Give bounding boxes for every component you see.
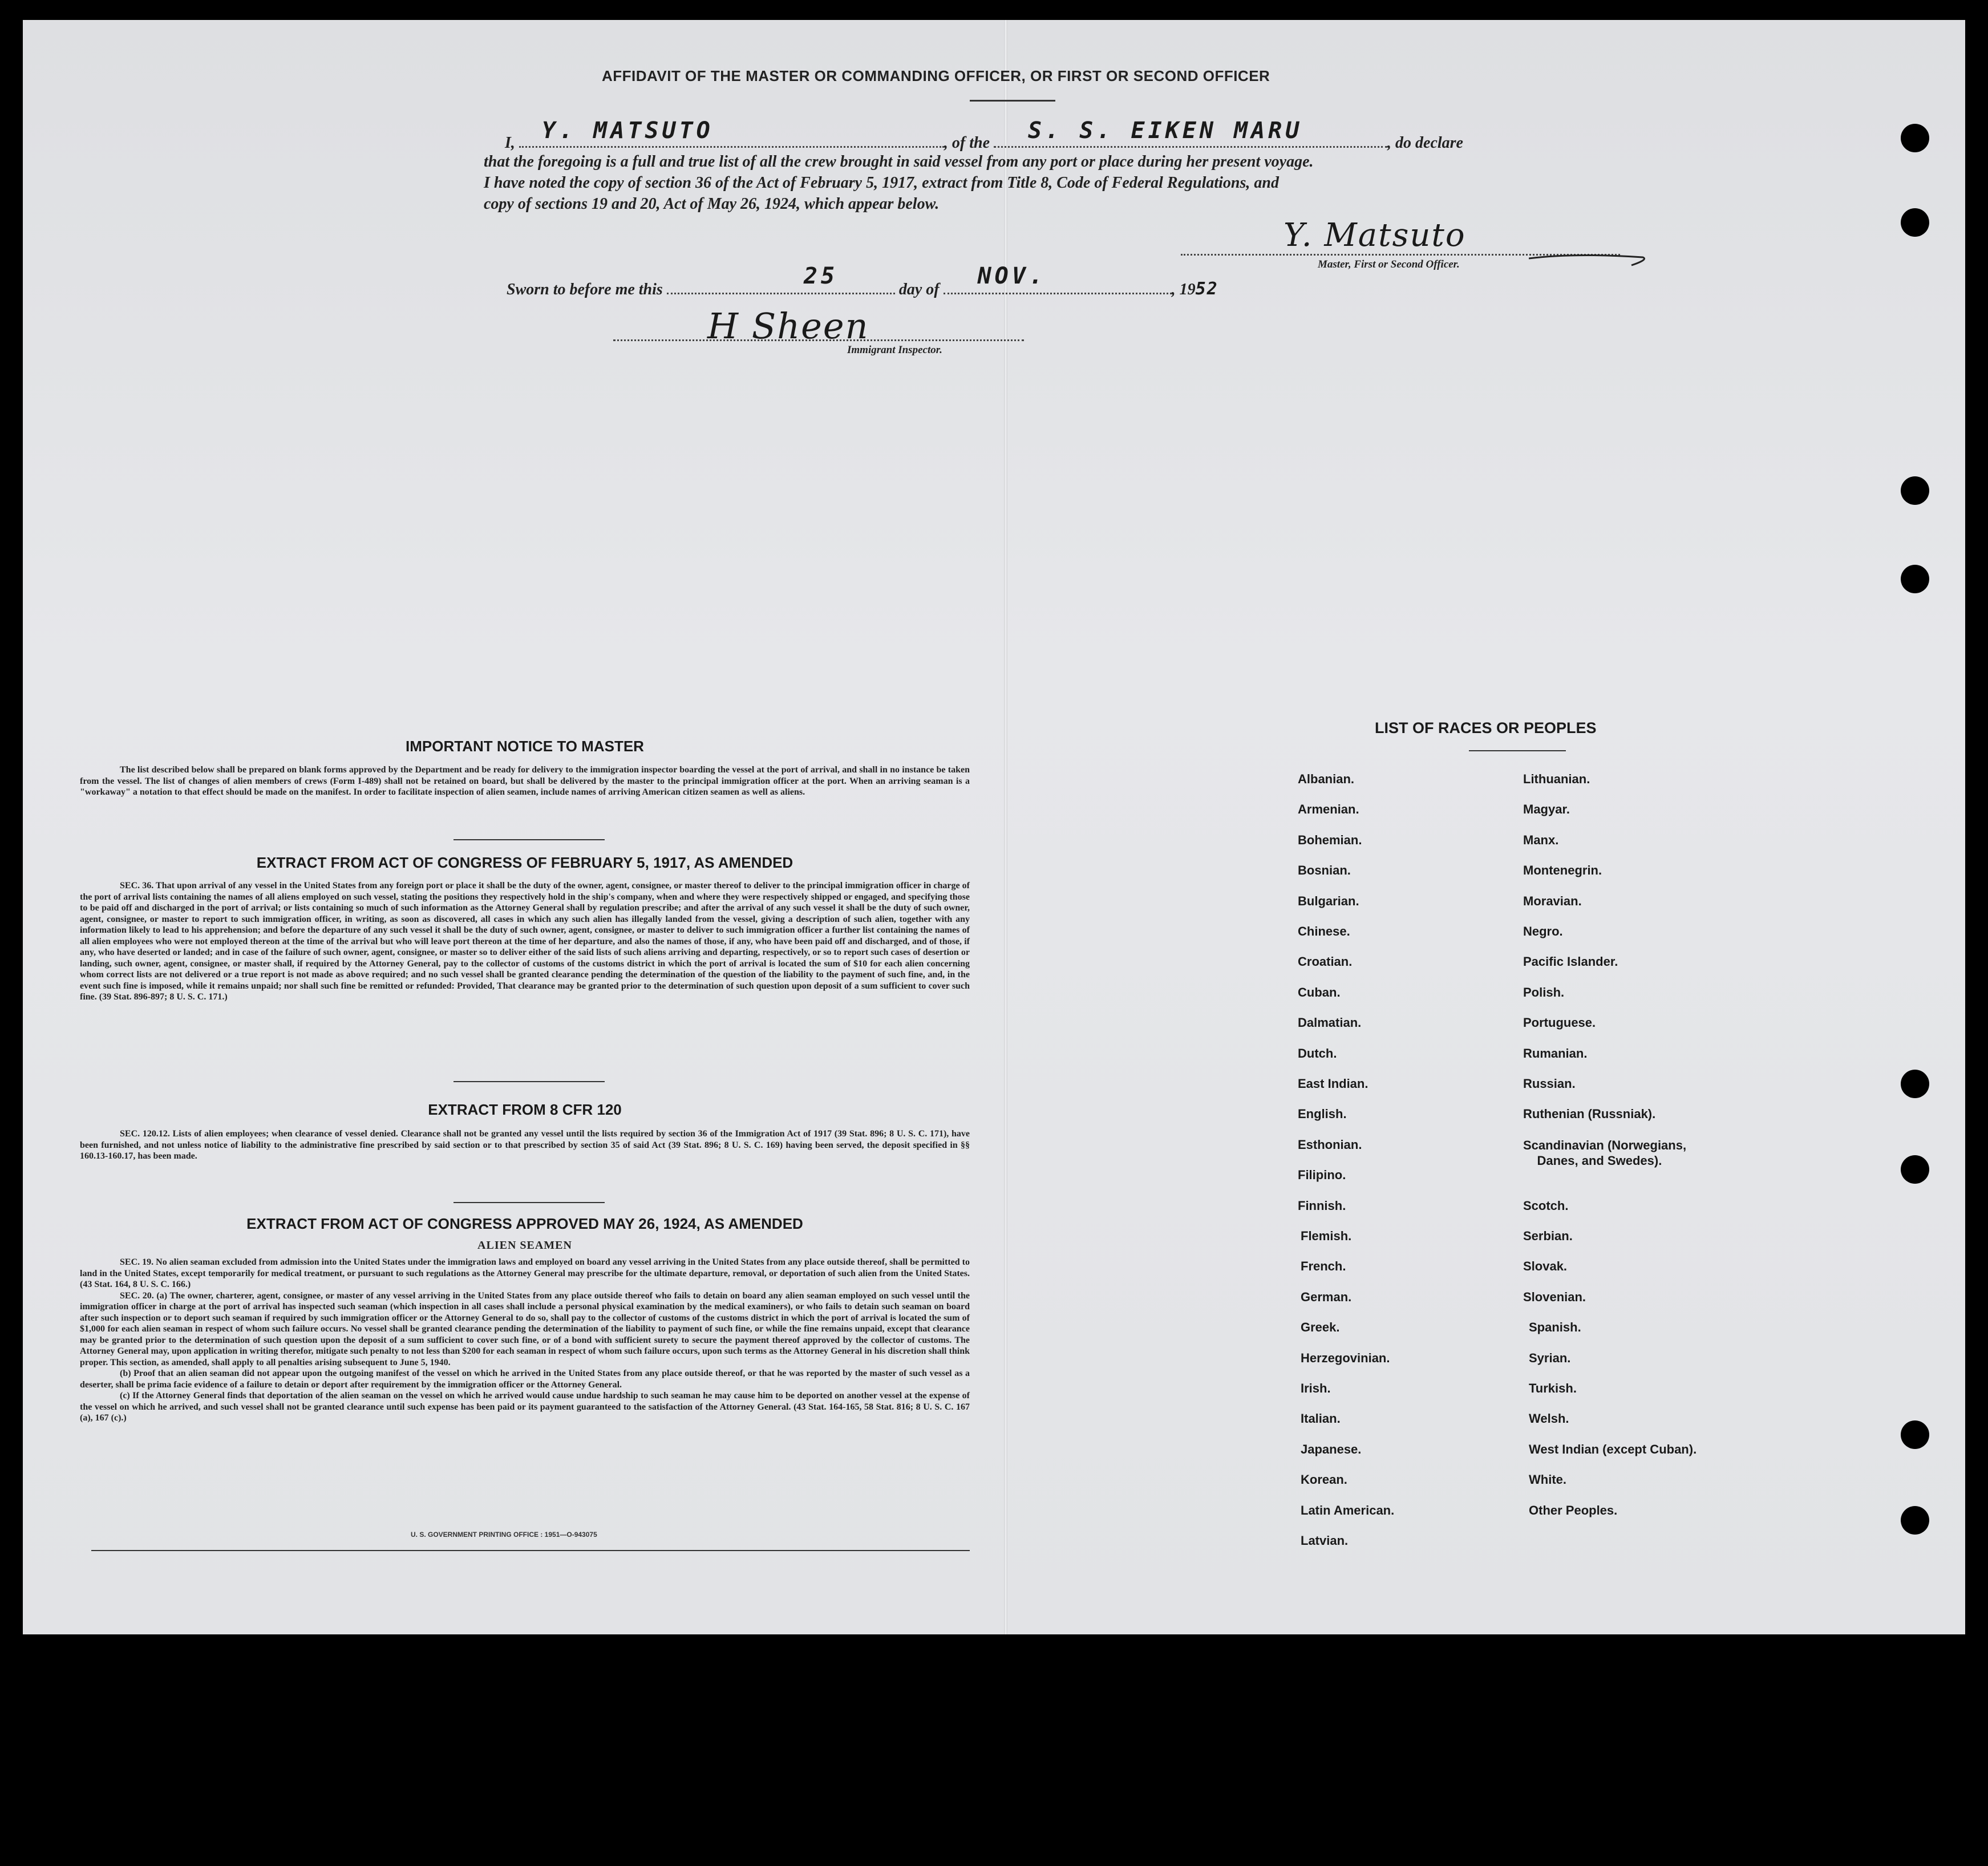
race-item: Bohemian. [1298, 832, 1362, 847]
punch-hole [1901, 208, 1929, 237]
bottom-rule [91, 1550, 970, 1551]
race-item: Filipino. [1298, 1168, 1346, 1183]
race-item: Bulgarian. [1298, 893, 1359, 908]
notice-body: The list described below shall be prepared on blank forms approved by the Department and be ready for delivery to the immigration inspector boarding the vessel at the port of arrival, and shall in no instance be taken from the vessel. The list of changes of alien members of crews (Form I-489) shall not be retained on board, but shall be delivered by the master to the principal immigration officer at the port. When an arriving seaman is a "workaway" a notation to that effect should be made on the manifest. In order to facilitate inspection of alien seamen, include names of arriving American citizen seamen as well as aliens. [80, 765, 970, 797]
sworn-year: 52 [1195, 279, 1218, 299]
punch-hole [1901, 124, 1929, 152]
declaration-line-2: that the foregoing is a full and true list of all the crew brought in said vessel from any port or place during her present voyage. [484, 153, 1314, 171]
race-item: Armenian. [1298, 802, 1359, 817]
race-item: Irish. [1301, 1381, 1331, 1395]
extract-cfr-body: SEC. 120.12. Lists of alien employees; when clearance of vessel denied. Clearance shall not be granted any vessel until the lists required by section 36 of the Immigration Act of 1917 (39 Stat. 896; 8 U. S. C. 171), have been furnished, and not unless notice of liability to the administrative fine prescribed by said section or to that prescribed by section 35 of said Act (39 Stat. 896; 8 U. S. C. 169) having been served, the deposit specified in §§ 160.13-160.17, has been made. [80, 1129, 970, 1161]
section-rule [454, 839, 605, 840]
master-name: Y. MATSUTO [541, 118, 714, 144]
of-the-label: , of the [944, 134, 990, 152]
race-item: Scandinavian (Norwegians, Danes, and Swedes). [1523, 1138, 1687, 1168]
sec-20a-paragraph: SEC. 20. (a) The owner, charterer, agent, consignee, or master of any vessel arriving in the United States from any place outside thereof who fails to detain on board any alien seaman employed on such vessel until the immigration officer in charge at the port of arrival has inspected such seaman (which inspection in all cases shall include a personal physical examination by the medical examiners), or who fails to detain such seaman on board after such inspection or to deport such seaman if required by such immigration officer or the Attorney General to do so, shall pay to the collector of customs of the customs district in which the port of arrival is located the sum of $1,000 for each alien seaman in respect of whom such failure occurs. No vessel shall be granted clearance pending the determination of the liability to payment of such fine, or while the fine remains unpaid, except that clearance may be granted prior to the determination of such question upon the deposit of a sum sufficient to cover such fine, or of a bond with sufficient surety to secure the payment thereof approved by the collector of customs. The Attorney General may, upon application in writing therefor, mitigate such penalty to not less than $200 for each seaman in respect of whom such failure occurs, upon such terms as the Attorney General in his discretion shall think proper. This section, as amended, shall apply to all penalties arising subsequent to June 5, 1940. [80, 1290, 970, 1367]
race-item: Polish. [1523, 985, 1565, 999]
race-item: Latin American. [1301, 1503, 1395, 1517]
race-item: Scotch. [1523, 1198, 1569, 1213]
extract-cfr-title: EXTRACT FROM 8 CFR 120 [428, 1101, 622, 1118]
notice-title: IMPORTANT NOTICE TO MASTER [406, 738, 644, 755]
sworn-day: 25 [803, 263, 838, 289]
race-item: German. [1301, 1289, 1352, 1304]
race-item: Latvian. [1301, 1533, 1349, 1548]
race-item: Negro. [1523, 924, 1563, 938]
sec-19-paragraph: SEC. 19. No alien seaman excluded from admission into the United States under the immigration laws and employed on board any vessel arriving in the United States from any place outside thereof, shall be permitted to land in the United States, except temporarily for medical treatment, or pursuant to such regulations as the Attorney General may prescribe for the ultimate departure, removal, or deportation of such alien from the United States. (43 Stat. 164, 8 U. S. C. 166.) [80, 1257, 970, 1289]
race-item: White. [1529, 1472, 1566, 1487]
race-item: Herzegovinian. [1301, 1350, 1390, 1365]
race-item: Croatian. [1298, 954, 1353, 969]
race-item: Cuban. [1298, 985, 1341, 999]
year-prefix: , 19 [1171, 281, 1196, 298]
race-item: West Indian (except Cuban). [1529, 1442, 1697, 1456]
race-item: Korean. [1301, 1472, 1347, 1487]
sec-20c-paragraph: (c) If the Attorney General finds that deportation of the alien seaman on the vessel on which he arrived would cause undue hardship to such seaman he may cause him to be deported on another vessel at the expense of the vessel on which he arrived, and such vessel shall not be granted clearance until such expense has been paid or its payment guaranteed to the satisfaction of the Attorney General. (43 Stat. 164-165, 58 Stat. 816; 8 U. S. C. 167 (a), 167 (c).) [80, 1391, 970, 1423]
sworn-line [507, 263, 1218, 299]
race-item: Bosnian. [1298, 863, 1351, 878]
extract-1924-subtitle: ALIEN SEAMEN [477, 1239, 572, 1252]
vessel-name-field [994, 118, 1387, 148]
master-signature: Y. Matsuto [1284, 217, 1466, 254]
inspector-signature: H Sheen [707, 305, 869, 347]
declaration-line-4: copy of sections 19 and 20, Act of May 26, 1924, which appear below. [484, 195, 940, 213]
i-label: I, [505, 134, 515, 152]
punch-hole [1901, 1155, 1929, 1184]
race-item: Portuguese. [1523, 1015, 1596, 1030]
declaration-line-1 [505, 118, 1463, 152]
race-item: French. [1301, 1259, 1346, 1274]
race-item: Serbian. [1523, 1229, 1573, 1243]
punch-hole [1901, 565, 1929, 593]
race-item: Magyar. [1523, 802, 1570, 817]
race-item: Esthonian. [1298, 1137, 1362, 1152]
extract-1924-body [80, 1257, 970, 1424]
race-item: Moravian. [1523, 893, 1582, 908]
sec-20b-paragraph: (b) Proof that an alien seaman did not appear upon the outgoing manifest of the vessel on which he arrived in the United States from any place outside thereof, or that he was reported by the master of such vessel as a deserter, shall be prima facie evidence of a failure to detain or deport after requirement by the immigration officer or the Attorney General. [80, 1369, 970, 1390]
page-fold [1004, 20, 1007, 1634]
race-item: Lithuanian. [1523, 772, 1590, 786]
section-rule [454, 1202, 605, 1203]
vessel-name: S. S. EIKEN MARU [1028, 118, 1303, 144]
punch-hole [1901, 1420, 1929, 1449]
sworn-day-field [667, 263, 895, 294]
race-item: East Indian. [1298, 1076, 1368, 1091]
races-title: LIST OF RACES OR PEOPLES [1375, 719, 1597, 736]
declaration-line-3: I have noted the copy of section 36 of the Act of February 5, 1917, extract from Title 8, Code of Federal Regulations, and [484, 174, 1279, 192]
race-item: Italian. [1301, 1411, 1341, 1426]
title-rule [970, 100, 1055, 102]
inspector-signature-line [613, 339, 1024, 341]
do-declare-label: , do declare [1387, 134, 1463, 152]
race-item: Slovenian. [1523, 1289, 1586, 1304]
race-item: Albanian. [1298, 772, 1355, 786]
race-item: Dutch. [1298, 1046, 1337, 1060]
race-item: Pacific Islander. [1523, 954, 1618, 969]
master-caption: Master, First or Second Officer. [1318, 258, 1460, 270]
sworn-month-field [944, 263, 1172, 294]
printer-imprint: U. S. GOVERNMENT PRINTING OFFICE : 1951—O-943075 [411, 1531, 597, 1539]
race-item: Japanese. [1301, 1442, 1362, 1456]
master-name-field [519, 118, 944, 148]
race-item: Turkish. [1529, 1381, 1577, 1395]
race-item: Finnish. [1298, 1198, 1346, 1213]
affidavit-title: AFFIDAVIT OF THE MASTER OR COMMANDING OFFICER, OR FIRST OR SECOND OFFICER [602, 67, 1270, 84]
inspector-caption: Immigrant Inspector. [847, 344, 942, 356]
race-item: Welsh. [1529, 1411, 1569, 1426]
punch-hole [1901, 476, 1929, 505]
race-item: Rumanian. [1523, 1046, 1588, 1060]
day-of-label: day of [898, 281, 940, 298]
section-rule [454, 1081, 605, 1082]
document-page [23, 20, 1965, 1634]
punch-hole [1901, 1506, 1929, 1535]
punch-hole [1901, 1070, 1929, 1098]
race-item: Spanish. [1529, 1320, 1581, 1335]
signature-flourish [1529, 247, 1654, 270]
race-item: Slovak. [1523, 1259, 1568, 1274]
race-item: Ruthenian (Russniak). [1523, 1107, 1656, 1122]
race-item: Other Peoples. [1529, 1503, 1618, 1517]
extract-1924-title: EXTRACT FROM ACT OF CONGRESS APPROVED MAY 26, 1924, AS AMENDED [246, 1215, 803, 1232]
race-item: Syrian. [1529, 1350, 1571, 1365]
sworn-month: NOV. [977, 263, 1046, 289]
race-item: Russian. [1523, 1076, 1576, 1091]
extract-1917-title: EXTRACT FROM ACT OF CONGRESS OF FEBRUARY 5, 1917, AS AMENDED [256, 854, 793, 871]
race-item: English. [1298, 1107, 1347, 1122]
races-rule [1469, 750, 1566, 751]
sworn-label: Sworn to before me this [507, 281, 663, 298]
race-item: Chinese. [1298, 924, 1350, 938]
race-item: Montenegrin. [1523, 863, 1602, 878]
race-item: Greek. [1301, 1320, 1340, 1335]
race-item: Manx. [1523, 832, 1559, 847]
race-item: Flemish. [1301, 1229, 1352, 1243]
race-item: Dalmatian. [1298, 1015, 1362, 1030]
extract-1917-body: SEC. 36. That upon arrival of any vessel in the United States from any foreign port or place it shall be the duty of the owner, agent, consignee, or master thereof to deliver to the principal immigration officer in charge of the port of arrival lists containing the names of all aliens employed on such vessel, stating the positions they respectively hold in the ship's company, when and where they were respectively shipped or engaged, and specifying those to be paid off and discharged in the port of arrival; or lists containing so much of such information as the Attorney General shall by regulation prescribe; and after the arrival of any such vessel it shall be the duty of such owner, agent, consignee, or master to report to such immigration officer, in writing, as soon as discovered, all cases in which any such alien has illegally landed from the vessel, giving a description of such alien, together with any information likely to lead to his apprehension; and before the departure of any such vessel it shall be the duty of such owner, agent, consignee, or master to deliver to such immigration officer a further list containing the names of all alien employees who were not employed thereon at the time of the arrival but who will leave port thereon at the time of her departure, and also the names of those, if any, who have been paid off and discharged, and of those, if any, who have deserted or landed; and in case of the failure of such owner, agent, consignee, or master so to deliver either of the said lists of such aliens arriving and departing, respectively, or so to report such cases of desertion or landing, such owner, agent, consignee, or master shall, if required by the Attorney General, pay to the collector of customs of the customs district in which the port of arrival is located the sum of $10 for each alien concerning whom correct lists are not delivered or a true report is not made as above required; and no such vessel shall be granted clearance pending the determination of the question of the liability to the payment of such fine, and, in the event such fine is imposed, while it remains unpaid; nor shall such fine be remitted or refunded: Provided, That clearance may be granted prior to the determination of such question upon deposit of a sum sufficient to cover such fine. (39 Stat. 896-897; 8 U. S. C. 171.) [80, 881, 970, 1002]
